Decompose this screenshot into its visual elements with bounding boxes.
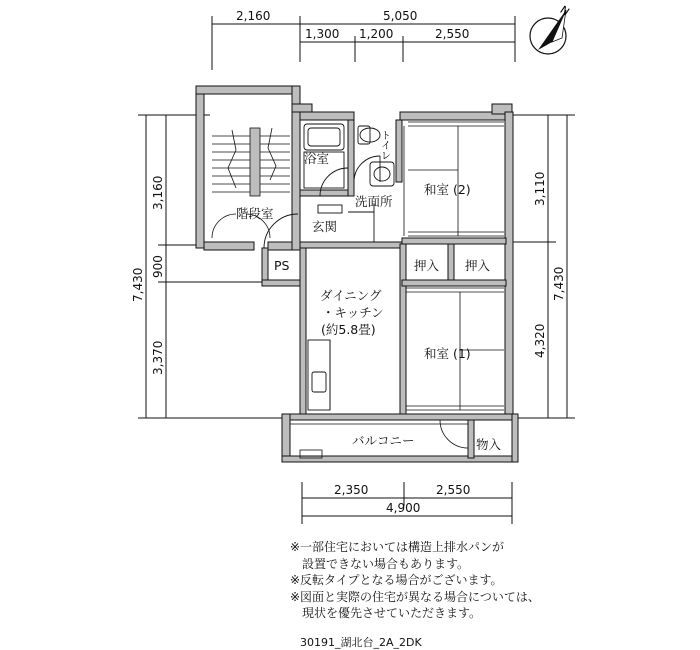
right-dimensions xyxy=(512,115,575,418)
room-label-dk-line3: (約5.8畳) xyxy=(321,322,376,337)
top-dimensions xyxy=(212,16,515,70)
room-label-dk-line2: ・キッチン xyxy=(322,305,384,320)
note-line-1: ※一部住宅においては構造上排水パンが xyxy=(290,540,505,554)
note-line-4: ※図面と実際の住宅が異なる場合については、 xyxy=(290,589,540,604)
room-label-bath: 浴室 xyxy=(304,151,330,166)
note-line-5: 現状を優先させていただきます。 xyxy=(302,606,482,620)
dim-top-2550: 2,550 xyxy=(435,27,470,41)
stair-detail xyxy=(212,128,290,238)
north-label: N xyxy=(557,3,572,19)
room-label-oshiire1: 押入 xyxy=(414,258,440,273)
toilet-fixtures xyxy=(354,126,380,182)
dim-right-4320: 4,320 xyxy=(533,323,547,358)
dim-left-3160: 3,160 xyxy=(151,175,165,210)
room-label-washroom: 洗面所 xyxy=(355,194,393,209)
room-label-storage: 物入 xyxy=(476,437,502,452)
room-label-washitsu2: 和室 (2) xyxy=(424,182,471,197)
north-arrow-icon xyxy=(530,3,572,54)
dim-top-1200: 1,200 xyxy=(359,27,394,41)
room-label-washitsu1: 和室 (1) xyxy=(424,346,471,361)
kitchen-fixtures xyxy=(308,340,330,410)
room-label-toilet: トイレ xyxy=(378,130,390,160)
dim-left-900: 900 xyxy=(151,255,165,278)
dim-left-3370: 3,370 xyxy=(151,340,165,375)
dim-right-3110: 3,110 xyxy=(533,171,547,206)
dim-top-2160: 2,160 xyxy=(236,9,271,23)
room-label-entrance: 玄関 xyxy=(312,219,338,234)
floor-plan-caption: 30191_湖北台_2A_2DK xyxy=(300,636,422,649)
room-label-stair: 階段室 xyxy=(236,206,274,221)
dim-left-7430: 7,430 xyxy=(131,267,145,302)
tatami-2 xyxy=(404,122,504,236)
note-line-2: 設置できない場合もあります。 xyxy=(302,556,470,571)
dim-bottom-2350: 2,350 xyxy=(334,483,369,497)
dim-right-7430: 7,430 xyxy=(552,266,566,301)
notes xyxy=(290,539,690,622)
note-line-3: ※反転タイプとなる場合がございます。 xyxy=(290,573,503,587)
dim-bottom-2550: 2,550 xyxy=(436,483,471,497)
dim-bottom-4900: 4,900 xyxy=(386,501,421,515)
room-label-oshiire2: 押入 xyxy=(465,258,491,273)
room-label-ps: PS xyxy=(274,258,290,273)
dim-top-1300: 1,300 xyxy=(305,27,340,41)
room-label-dk-line1: ダイニング xyxy=(320,288,382,303)
room-label-balcony: バルコニー xyxy=(352,433,415,448)
dim-top-5050: 5,050 xyxy=(383,9,418,23)
